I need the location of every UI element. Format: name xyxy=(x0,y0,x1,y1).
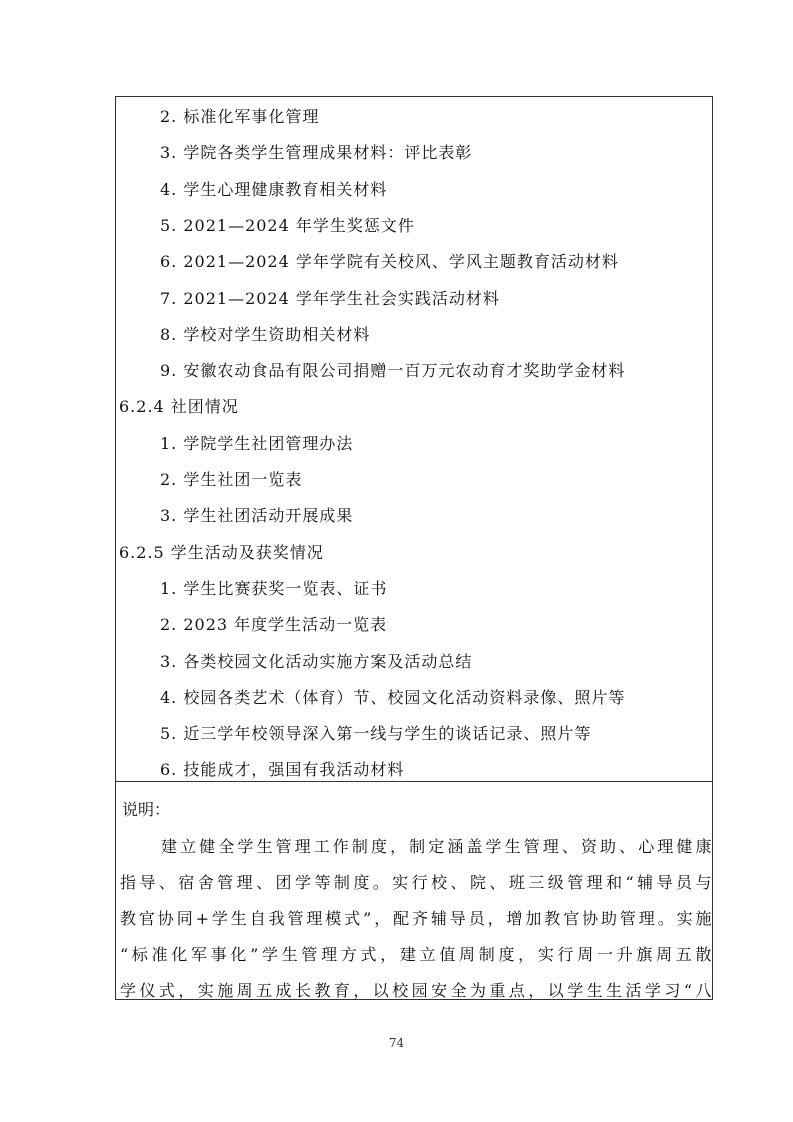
list-item: 6. 2021—2024 学年学院有关校风、学风主题教育活动材料 xyxy=(160,252,619,272)
note-line: “标准化军事化”学生管理方式，建立值周制度，实行周一升旗周五散 xyxy=(120,945,712,964)
list-item: 9. 安徽农动食品有限公司捐赠一百万元农动育才奖助学金材料 xyxy=(160,361,626,381)
list-item: 1. 学院学生社团管理办法 xyxy=(160,433,354,453)
list-item: 2. 学生社团一览表 xyxy=(160,470,303,489)
note-line: 学仪式，实施周五成长教育，以校园安全为重点，以学生生活学习“八 xyxy=(120,981,712,1000)
list-item: 2. 标准化军事化管理 xyxy=(160,107,320,126)
list-item: 8. 学校对学生资助相关材料 xyxy=(160,324,371,344)
list-item: 5. 近三学年校领导深入第一线与学生的谈话记录、照片等 xyxy=(160,724,592,744)
list-item: 4. 校园各类艺术（体育）节、校园文化活动资料录像、照片等 xyxy=(160,687,626,707)
table-frame xyxy=(115,96,713,1000)
page-number: 74 xyxy=(388,1036,405,1050)
list-item: 4. 学生心理健康教育相关材料 xyxy=(160,179,388,199)
note-line: 建立健全学生管理工作制度，制定涵盖学生管理、资助、心理健康 xyxy=(161,837,712,856)
row-divider xyxy=(116,781,712,782)
note-paragraph xyxy=(120,829,712,1009)
list-item: 3. 学生社团活动开展成果 xyxy=(160,506,354,526)
list-item: 5. 2021—2024 年学生奖惩文件 xyxy=(160,215,415,235)
note-line: 指导、宿舍管理、团学等制度。实行校、院、班三级管理和“辅导员与 xyxy=(120,873,712,892)
section-heading: 6.2.4 社团情况 xyxy=(119,397,239,417)
list-item: 2. 2023 年度学生活动一览表 xyxy=(160,615,388,635)
list-item: 3. 各类校园文化活动实施方案及活动总结 xyxy=(160,651,473,671)
list-item: 6. 技能成才，强国有我活动材料 xyxy=(160,760,405,780)
list-item: 7. 2021—2024 学年学生社会实践活动材料 xyxy=(160,288,500,308)
note-line: 教官协同+学生自我管理模式”，配齐辅导员，增加教官协助管理。实施 xyxy=(120,909,712,928)
list-item: 3. 学院各类学生管理成果材料：评比表彰 xyxy=(160,143,473,163)
note-label: 说明： xyxy=(122,800,171,819)
list-item: 1. 学生比赛获奖一览表、证书 xyxy=(160,578,388,598)
section-heading: 6.2.5 学生活动及获奖情况 xyxy=(119,542,324,562)
